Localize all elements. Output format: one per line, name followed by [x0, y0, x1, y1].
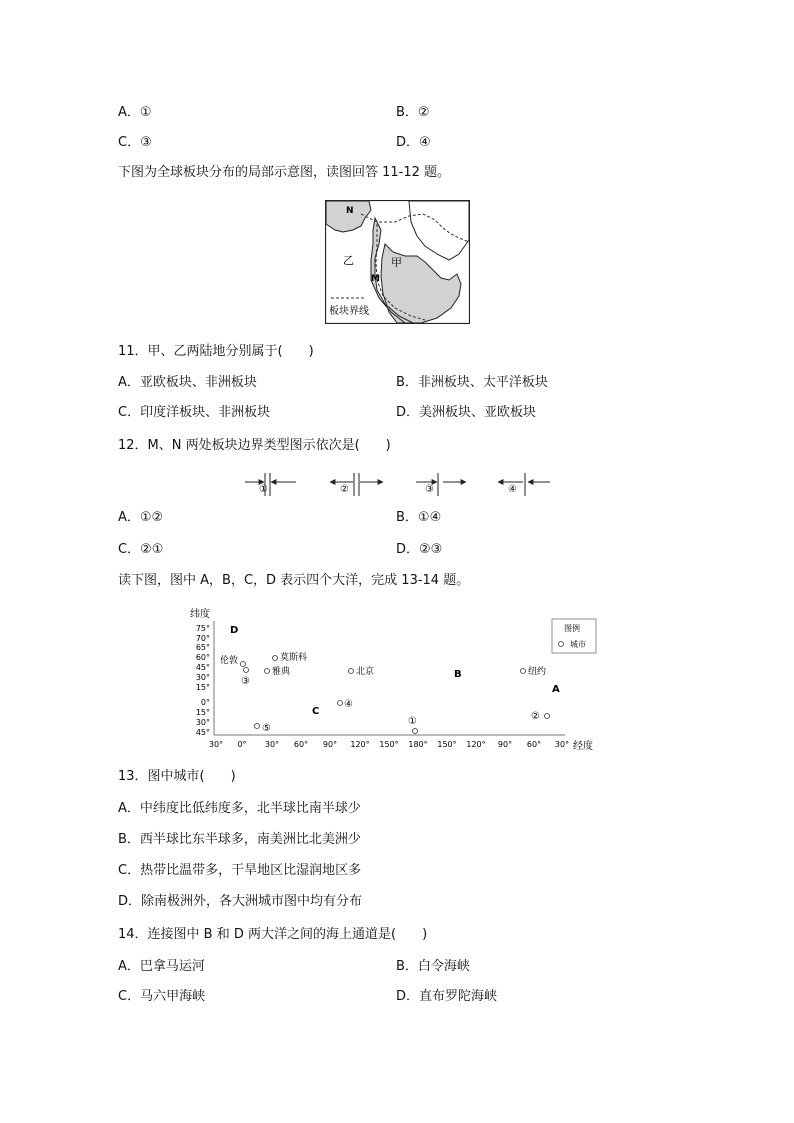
- city-newyork: 纽约: [528, 667, 547, 677]
- q14-option-c[interactable]: C．马六甲海峡: [118, 989, 206, 1004]
- svg-text:30°: 30°: [264, 740, 280, 749]
- svg-text:120°: 120°: [350, 740, 370, 749]
- city-moscow: 莫斯科: [280, 653, 308, 663]
- ocean-b: B: [454, 669, 462, 680]
- diagram-3: [416, 473, 466, 496]
- q13-option-b[interactable]: B．西半球比东半球多，南美洲比北美洲少: [118, 832, 361, 847]
- q12-stem: 12．M、N 两处板块边界类型图示依次是( ): [118, 438, 391, 453]
- svg-text:120°: 120°: [466, 740, 486, 749]
- svg-text:0°: 0°: [200, 698, 210, 707]
- svg-text:65°: 65°: [195, 643, 210, 652]
- q12-option-c[interactable]: C．②①: [118, 542, 164, 557]
- q14-option-a[interactable]: A．巴拿马运河: [118, 959, 205, 974]
- ocean-a: A: [552, 684, 560, 695]
- intro-13-14: 读下图，图中 A，B，C，D 表示四个大洋，完成 13-14 题。: [118, 573, 470, 588]
- svg-text:90°: 90°: [322, 740, 338, 749]
- legend-city: 城市: [570, 640, 586, 649]
- svg-text:30°: 30°: [208, 740, 224, 749]
- svg-text:90°: 90°: [497, 740, 513, 749]
- q10-option-b[interactable]: B．②: [396, 105, 430, 120]
- q11-stem: 11．甲、乙两陆地分别属于( ): [118, 344, 314, 359]
- q10-option-a[interactable]: A．①: [118, 105, 152, 120]
- city-beijing: 北京: [356, 667, 375, 677]
- svg-text:70°: 70°: [195, 634, 210, 643]
- marker-5: ⑤: [262, 723, 271, 734]
- plate-map-figure: [325, 200, 470, 324]
- svg-text:0°: 0°: [237, 740, 247, 749]
- q13-option-d[interactable]: D．除南极洲外，各大洲城市图中均有分布: [118, 894, 363, 909]
- q10-option-c[interactable]: C．③: [118, 135, 152, 150]
- svg-text:45°: 45°: [195, 663, 210, 672]
- q13-option-c[interactable]: C．热带比温带多，干旱地区比湿润地区多: [118, 863, 362, 878]
- q13-option-a[interactable]: A．中纬度比低纬度多，北半球比南半球少: [118, 801, 361, 816]
- q14-stem: 14．连接图中 B 和 D 两大洋之间的海上通道是( ): [118, 927, 428, 942]
- q11-option-c[interactable]: C．印度洋板块、非洲板块: [118, 405, 271, 420]
- chart-ylabel: 纬度: [190, 609, 210, 620]
- svg-text:30°: 30°: [195, 718, 210, 727]
- q11-option-d[interactable]: D．美洲板块、亚欧板块: [396, 405, 537, 420]
- q10-option-d[interactable]: D．④: [396, 135, 431, 150]
- svg-text:75°: 75°: [195, 624, 210, 633]
- svg-text:45°: 45°: [195, 728, 210, 737]
- diagram-4: [498, 473, 550, 496]
- city-athens: 雅典: [272, 667, 291, 677]
- ocean-c: C: [312, 706, 320, 717]
- intro-11-12: 下图为全球板块分布的局部示意图，读图回答 11-12 题。: [118, 165, 451, 180]
- q12-option-a[interactable]: A．①②: [118, 510, 164, 525]
- diagram-4-label: ④: [508, 484, 517, 495]
- boundary-diagrams: [240, 470, 560, 500]
- q14-option-b[interactable]: B．白令海峡: [396, 959, 470, 974]
- marker-2: ②: [531, 711, 540, 722]
- marker-1: ①: [408, 716, 417, 727]
- legend-title: 图例: [564, 624, 580, 633]
- svg-text:60°: 60°: [195, 653, 210, 662]
- svg-text:60°: 60°: [293, 740, 309, 749]
- y-tick-labels: [196, 624, 210, 737]
- diagram-2-label: ②: [340, 484, 349, 495]
- diagram-3-label: ③: [425, 484, 434, 495]
- marker-4: ④: [344, 699, 353, 710]
- label-m: M: [371, 274, 380, 284]
- svg-text:150°: 150°: [379, 740, 399, 749]
- label-yi: 乙: [343, 254, 354, 267]
- q11-option-b[interactable]: B．非洲板块、太平洋板块: [396, 375, 548, 390]
- svg-text:30°: 30°: [554, 740, 570, 749]
- q14-option-d[interactable]: D．直布罗陀海峡: [396, 989, 498, 1004]
- marker-3: ③: [241, 676, 250, 687]
- ocean-city-chart: [190, 603, 602, 753]
- legend-label: 板块界线: [329, 306, 369, 317]
- q12-option-b[interactable]: B．①④: [396, 510, 442, 525]
- svg-text:15°: 15°: [195, 708, 210, 717]
- diagram-2: [330, 473, 383, 496]
- svg-text:150°: 150°: [437, 740, 457, 749]
- svg-text:180°: 180°: [408, 740, 428, 749]
- q12-option-d[interactable]: D．②③: [396, 542, 443, 557]
- svg-text:30°: 30°: [195, 673, 210, 682]
- chart-xlabel: 经度: [573, 741, 593, 752]
- q11-option-a[interactable]: A．亚欧板块、非洲板块: [118, 375, 257, 390]
- label-n: N: [346, 206, 354, 216]
- svg-text:15°: 15°: [195, 683, 210, 692]
- ocean-d: D: [230, 625, 239, 636]
- city-london: 伦敦: [220, 656, 239, 666]
- label-jia: 甲: [391, 256, 402, 269]
- x-tick-labels: [209, 740, 569, 749]
- diagram-1: [245, 473, 296, 496]
- diagram-1-label: ①: [259, 484, 268, 495]
- svg-text:60°: 60°: [526, 740, 542, 749]
- q13-stem: 13．图中城市( ): [118, 769, 236, 784]
